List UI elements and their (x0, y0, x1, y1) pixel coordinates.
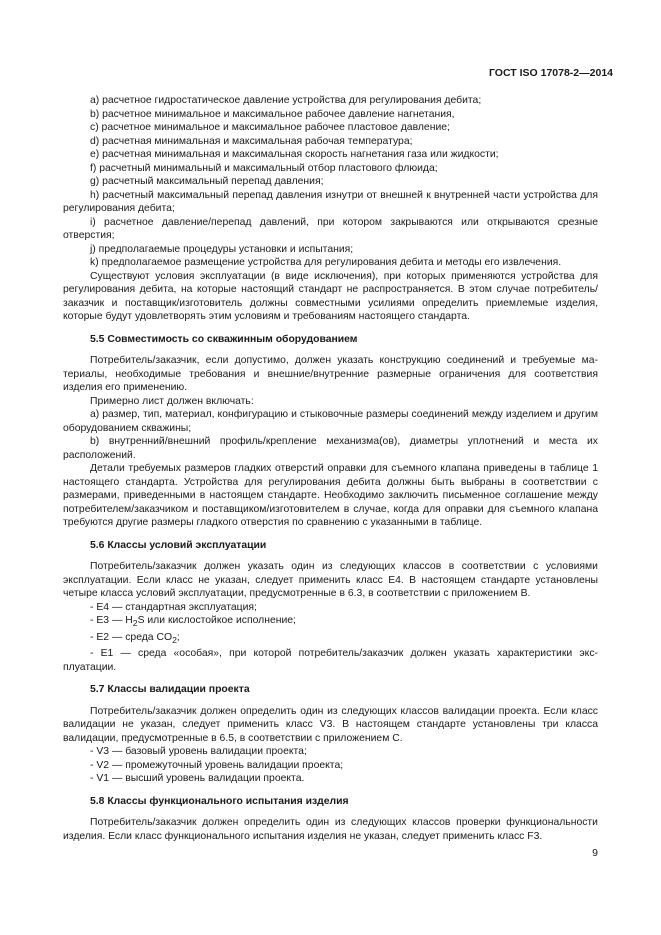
list-item-e3 (63, 614, 598, 631)
list-item: a) размер, тип, материал, конфигурацию и стыковочные размеры соединений между изделием и другим оборудованием скважины; (63, 409, 598, 434)
list-item: h) расчетный максимальный перепад давления изнутри от внешней к внутренней части устройства для регулирования дебита; (63, 189, 598, 214)
list-item: c) расчетное минимальное и максимальное рабочее пластовое давление; (90, 122, 450, 133)
list-item: i) расчетное давление/перепад давлений, при котором закрываются или открываются срезные отверстия; (63, 216, 598, 241)
paragraph-exceptions: Существуют условия эксплуатации (в виде исключения), при которых применяются устройства для регулирования дебита, на которые настоящий стандарт не распространяется. В этом случае потребитель/заказчик и поставщик/изготовитель должны совместными усилиями определить приемлемые изделия, которые будут удовлетворять этим условиям и требованиям настоящего стандарта. (63, 270, 598, 322)
paragraph: Потребитель/заказчик должен определить один из следующих классов валидации проекта. Если класс валидации не указан, следует применить класс V3. В настоящем стандарте установлены три класса валидации, предусмотренные в 6.5, в соответствии с приложением С. (63, 705, 598, 744)
list-item: a) расчетное гидростатическое давление устройства для регулирования дебита; (90, 95, 482, 106)
list-item: - Е4 — стандартная эксплуатация; (90, 601, 257, 613)
paragraph: Примерно лист должен включать: (90, 395, 254, 407)
list-item: d) расчетная минимальная и максимальная рабочая температура; (90, 135, 413, 147)
list-item: b) расчетное минимальное и максимальное рабочее давление нагнетания, (90, 108, 455, 120)
list-item: - V1 — высший уровень валидации проекта. (90, 773, 305, 785)
list-item: f) расчетный минимальный и максимальный отбор пластового флюида; (90, 162, 438, 174)
paragraph: Потребитель/заказчик, если допустимо, должен указать конструкцию соединений и требуемые материалы, необходимые требования и внешние/внутренние размерные ограничения для соответствия изделия его применению. (63, 355, 598, 393)
list-item: j) предполагаемые процедуры установки и испытания; (90, 243, 354, 255)
page-body (63, 94, 598, 843)
section-heading-5-6: 5.6 Классы условий эксплуатации (90, 539, 267, 551)
document-id-header: ГОСТ ISO 17078-2—2014 (488, 67, 613, 79)
text-fragment: S или кислостойкое исполнение; (137, 615, 296, 626)
list-item: e) расчетная минимальная и максимальная скорость нагнетания газа или жидкости; (90, 149, 499, 160)
subscript: 2 (132, 618, 138, 629)
paragraph: Потребитель/заказчик должен указать один из следующих классов в соответствии с условиями эксплуатации. Если класс не указан, следует применить класс Е4. В настоящем стандарте установлены четыре класса условий эксплуатации, предусмотренные в 6.3, в соответствии с приложением В. (63, 561, 598, 599)
text-fragment: - Е2 — среда CO (90, 631, 173, 643)
subscript: 2 (172, 634, 177, 645)
page-number: 9 (592, 847, 598, 859)
list-item: k) предполагаемое размещение устройства для регулирования дебита и методы его извлечения. (90, 257, 562, 268)
section-heading-5-5: 5.5 Совместимость со скважинным оборудованием (90, 333, 358, 345)
text-fragment: - Е3 — H (90, 615, 133, 626)
list-item-e2 (63, 631, 598, 648)
list-item: - Е1 — среда «особая», при которой потребитель/заказчик должен указать характеристики эксплуатации. (63, 648, 598, 673)
paragraph: Потребитель/заказчик должен определить один из следующих классов проверки функциональности изделия. Если класс функционального испытания изделия не указан, следует применить класс F3. (63, 817, 598, 842)
list-item: - V3 — базовый уровень валидации проекта; (90, 746, 307, 758)
section-heading-5-7: 5.7 Классы валидации проекта (90, 684, 250, 696)
text-fragment: ; (176, 631, 180, 643)
section-heading-5-8: 5.8 Классы функционального испытания изделия (90, 795, 349, 807)
paragraph: Детали требуемых размеров гладких отверстий оправки для съемного клапана приведены в таблице 1 настоящего стандарта. Устройства для регулирования дебита должны быть выбраны в соответствии с размерами, приведенными в настоящем стандарте. Необходимо заключить письменное соглашение между потребителем/заказчиком и поставщиком/изготовителем в случае, когда для оправки для съемного клапана требуются другие размеры гладкого отверстия по сравнению с указанными в таблице. (63, 463, 598, 528)
list-item: b) внутренний/внешний профиль/крепление механизма(ов), диаметры уплотнений и места их расположений. (63, 436, 598, 461)
list-item: g) расчетный максимальный перепад давления; (90, 176, 324, 187)
list-item: - V2 — промежуточный уровень валидации проекта; (90, 759, 344, 771)
